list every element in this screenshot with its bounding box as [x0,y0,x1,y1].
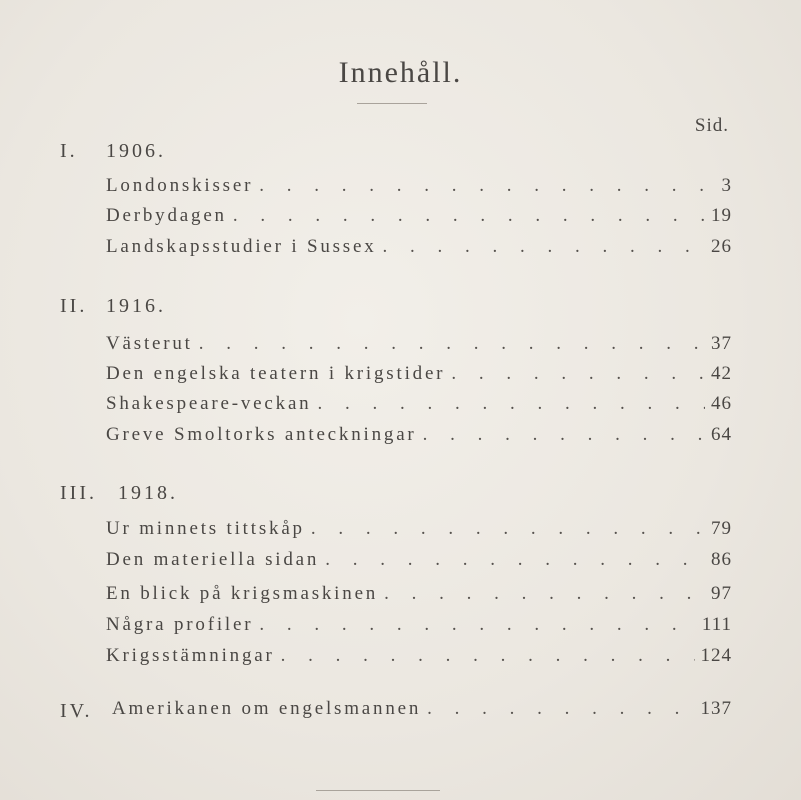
part-numeral: IV. [60,700,93,722]
entry-title: Amerikanen om engelsmannen [112,698,422,719]
toc-entry [106,205,732,233]
entry-title: Landskapsstudier i Sussex [106,236,377,257]
dot-leader [423,424,705,446]
entry-title: Västerut [106,333,193,354]
entry-title: Krigsstämningar [106,645,275,666]
part-heading [60,140,166,166]
part-year: 1906. [106,140,166,162]
dot-leader [451,363,705,385]
dot-leader [311,518,705,540]
dot-leader [259,175,715,197]
entry-page: 124 [700,645,732,666]
entry-title: Derbydagen [106,205,227,226]
dot-leader [325,549,705,571]
toc-entry [106,363,732,391]
entry-title: Den materiella sidan [106,549,320,570]
dot-leader [427,698,694,720]
entry-page: 86 [711,549,732,570]
part-numeral: III. [60,482,97,504]
entry-page: 111 [701,614,732,635]
toc-entry [106,614,732,642]
part-numeral: II. [60,295,88,317]
entry-title: Greve Smoltorks anteckningar [106,424,417,445]
entry-page: 64 [711,424,732,445]
entry-title: Ur minnets tittskåp [106,518,305,539]
dot-leader [384,583,705,605]
entry-page: 79 [711,518,732,539]
dot-leader [383,236,705,258]
toc-entry [106,175,732,203]
dot-leader [233,205,705,227]
title-rule [357,103,427,104]
part-heading [60,700,106,726]
part-heading [60,295,166,321]
entry-page: 97 [711,583,732,604]
entry-title: Shakespeare-veckan [106,393,312,414]
toc-entry [106,645,732,673]
entry-page: 137 [700,698,732,719]
dot-leader [259,614,696,636]
page-title: Innehåll. [338,56,463,89]
entry-title: Londonskisser [106,175,254,196]
dot-leader [199,333,705,355]
toc-entry [112,698,732,726]
entry-page: 46 [711,393,732,414]
entry-page: 37 [711,333,732,354]
toc-entry [106,333,732,361]
toc-entry [106,549,732,577]
toc-entry [106,236,732,264]
page-column-label: Sid. [694,115,729,136]
entry-page: 26 [711,236,732,257]
dot-leader [317,393,705,415]
toc-entry [106,393,732,421]
entry-title: En blick på krigsmaskinen [106,583,379,604]
part-heading [60,482,178,508]
toc-entry [106,583,732,611]
toc-entry [106,518,732,546]
entry-title: Några profiler [106,614,254,635]
entry-page: 42 [711,363,732,384]
toc-entry [106,424,732,452]
part-numeral: I. [60,140,78,162]
entry-page: 3 [721,175,732,196]
dot-leader [281,645,695,667]
part-year: 1916. [106,295,166,317]
entry-title: Den engelska teatern i krigstider [106,363,446,384]
bottom-rule [316,790,440,791]
entry-page: 19 [711,205,732,226]
part-year: 1918. [118,482,178,504]
